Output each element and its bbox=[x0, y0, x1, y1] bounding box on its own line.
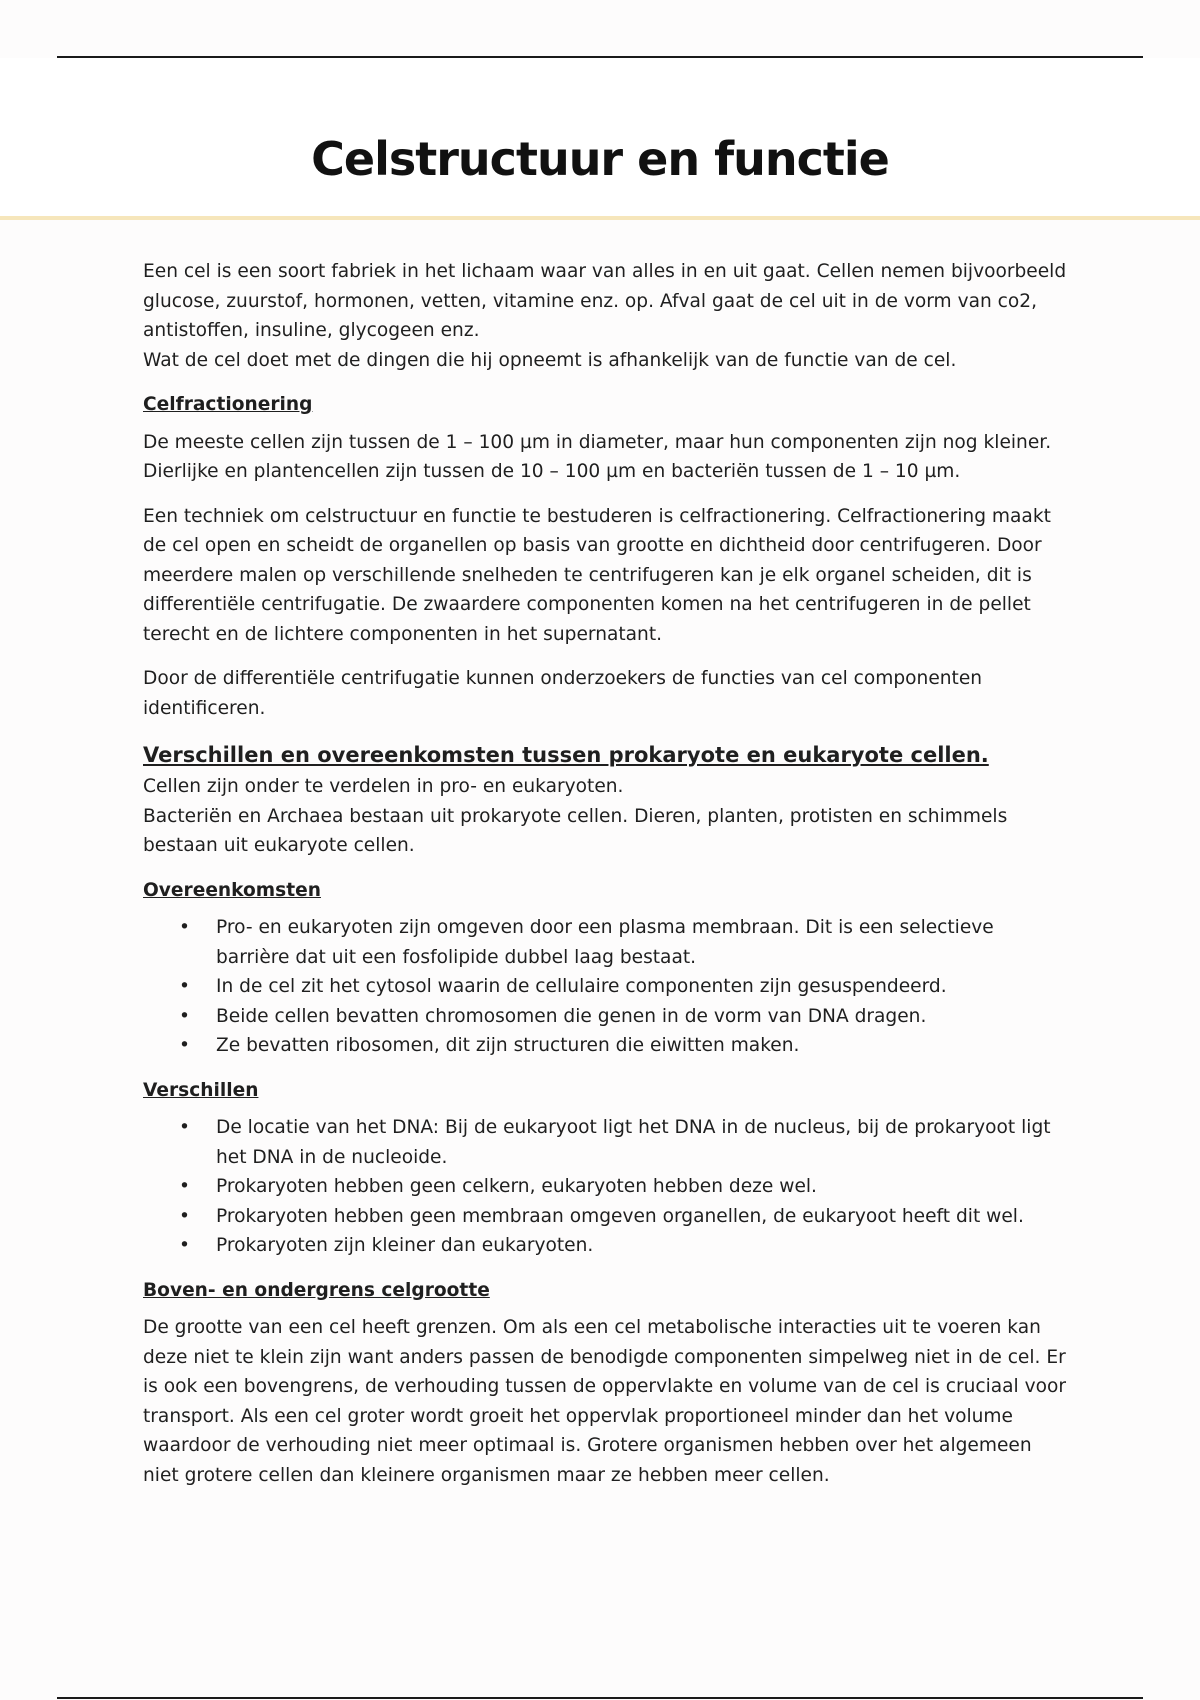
list-item bbox=[143, 1231, 1068, 1261]
heading-celfractionering: Celfractionering bbox=[143, 394, 313, 415]
heading-overeenkomsten: Overeenkomsten bbox=[143, 879, 321, 901]
list-item-text: Pro- en eukaryoten zijn omgeven door een plasma membraan. Dit is een selectieve barrière dat uit een fosfolipide dubbel laag bestaat. bbox=[216, 917, 994, 968]
bullet: • bbox=[179, 917, 190, 938]
paragraph: Cellen zijn onder te verdelen in pro- en eukaryoten. bbox=[143, 776, 624, 797]
list-item bbox=[143, 913, 1068, 972]
list-item-text: In de cel zit het cytosol waarin de cellulaire componenten zijn gesuspendeerd. bbox=[216, 976, 947, 997]
intro-paragraph: Een cel is een soort fabriek in het lichaam waar van alles in en uit gaat. Cellen nemen bijvoorbeeld glucose, zuurstof, hormonen, vetten, vitamine enz. op. Afval gaat de cel uit in de vorm van co2, antistoffen, insuline, glycogeen enz. bbox=[143, 261, 1067, 341]
list-item-text: Beide cellen bevatten chromosomen die genen in de vorm van DNA dragen. bbox=[216, 1005, 927, 1027]
document-body bbox=[143, 257, 1068, 1490]
paragraph: De grootte van een cel heeft grenzen. Om als een cel metabolische interacties uit te voeren kan deze niet te klein zijn want anders passen de benodigde componenten simpelweg niet in de cel. Er is ook een bovengrens, de verhouding tussen de oppervlakte en volume van de cel is cruciaal voor transport. Als een cel groter wordt groeit het oppervlak proportioneel minder dan het volume waardoor de verhouding niet meer optimaal is. Grotere organismen hebben over het algemeen niet grotere cellen dan kleinere organismen maar ze hebben meer cellen. bbox=[143, 1317, 1067, 1486]
heading-verschillen: Verschillen bbox=[143, 1079, 259, 1101]
list-item-text: Ze bevatten ribosomen, dit zijn structuren die eiwitten maken. bbox=[216, 1035, 800, 1056]
paragraph: Bacteriën en Archaea bestaan uit prokaryote cellen. Dieren, planten, protisten en schimmels bestaan uit eukaryote cellen. bbox=[143, 805, 1008, 856]
bottom-rule bbox=[57, 1697, 1143, 1699]
bullet: • bbox=[179, 976, 190, 997]
list-item bbox=[143, 1002, 1068, 1032]
title-underline bbox=[0, 216, 1200, 220]
paragraph: De meeste cellen zijn tussen de 1 – 100 µm in diameter, maar hun componenten zijn nog kleiner. Dierlijke en plantencellen zijn tussen de 10 – 100 µm en bacteriën tussen de 1 – 10 µm. bbox=[143, 431, 1052, 482]
bullet: • bbox=[179, 1117, 190, 1138]
list-item-text: Prokaryoten zijn kleiner dan eukaryoten. bbox=[216, 1235, 594, 1256]
page-title: Celstructuur en functie bbox=[311, 132, 889, 186]
list-item bbox=[143, 1113, 1068, 1172]
list-item-text: Prokaryoten hebben geen membraan omgeven organellen, de eukaryoot heeft dit wel. bbox=[216, 1205, 1024, 1227]
list-verschillen bbox=[143, 1113, 1068, 1261]
bullet: • bbox=[179, 1035, 190, 1056]
bullet: • bbox=[179, 1205, 190, 1227]
list-item bbox=[143, 1172, 1068, 1202]
list-item-text: Prokaryoten hebben geen celkern, eukaryoten hebben deze wel. bbox=[216, 1176, 817, 1197]
list-overeenkomsten bbox=[143, 913, 1068, 1061]
paragraph: Een techniek om celstructuur en functie te bestuderen is celfractionering. Celfractionering maakt de cel open en scheidt de organellen op basis van grootte en dichtheid door centrifugeren. Door meerdere malen op verschillende snelheden te centrifugeren kan je elk organel scheiden, dit is differentiële centrifugatie. De zwaardere componenten komen na het centrifugeren in de pellet terecht en de lichtere componenten in het supernatant. bbox=[143, 505, 1051, 645]
bullet: • bbox=[179, 1176, 190, 1197]
list-item bbox=[143, 1031, 1068, 1061]
heading-celgrootte: Boven- en ondergrens celgrootte bbox=[143, 1279, 490, 1301]
bullet: • bbox=[179, 1235, 190, 1256]
list-item bbox=[143, 972, 1068, 1002]
paragraph: Door de differentiële centrifugatie kunnen onderzoekers de functies van cel componenten identificeren. bbox=[143, 668, 983, 719]
heading-verschillen-overeenkomsten: Verschillen en overeenkomsten tussen prokaryote en eukaryote cellen. bbox=[143, 743, 989, 767]
intro-paragraph: Wat de cel doet met de dingen die hij opneemt is afhankelijk van de functie van de cel. bbox=[143, 349, 957, 371]
bullet: • bbox=[179, 1005, 190, 1027]
list-item-text: De locatie van het DNA: Bij de eukaryoot ligt het DNA in de nucleus, bij de prokaryoot ligt het DNA in de nucleoide. bbox=[216, 1117, 1051, 1168]
list-item bbox=[143, 1202, 1068, 1232]
